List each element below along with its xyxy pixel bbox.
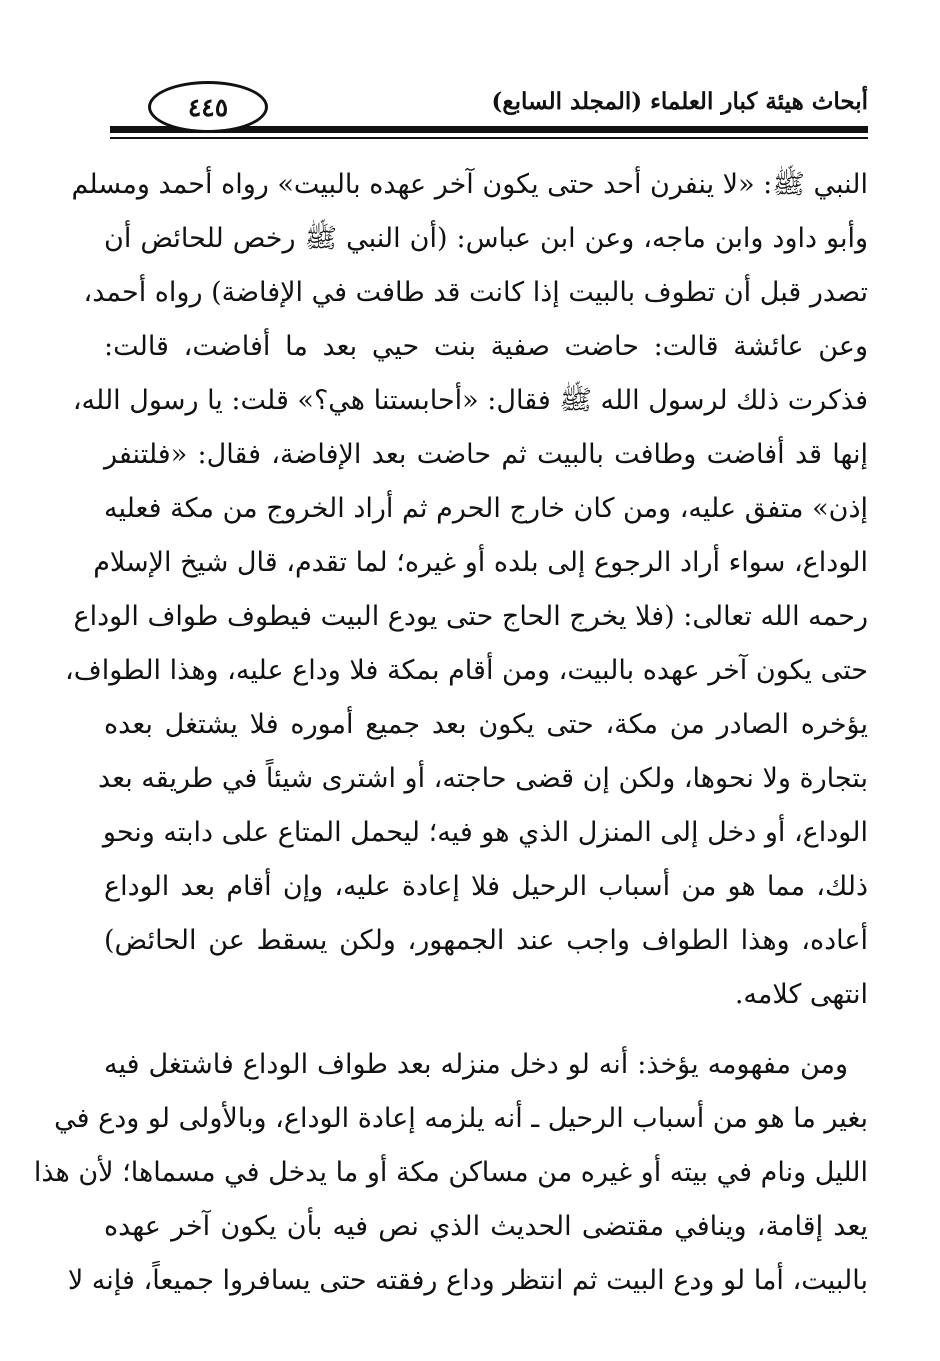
text-line: الليل ونام في بيته أو غيره من مساكن مكة أو ما يدخل في مسماها؛ لأن هذا: [33, 1157, 868, 1188]
text-line: وأبو داود وابن ماجه، وعن ابن عباس: (أن النبي ﷺ رخص للحائض أن: [104, 223, 868, 254]
text-line: يؤخره الصادر من مكة، حتى يكون بعد جميع أموره فلا يشتغل بعده: [104, 709, 868, 740]
text-line: ذلك، مما هو من أسباب الرحيل فلا إعادة عليه، وإن أقام بعد الوداع: [104, 871, 868, 902]
running-head: أبحاث هيئة كبار العلماء (المجلد السابع): [491, 88, 868, 115]
text-line: رحمه الله تعالى: (فلا يخرج الحاج حتى يودع البيت فيطوف طواف الوداع: [73, 601, 868, 632]
header-rule-thin: [110, 137, 868, 139]
text-line: بالبيت، أما لو ودع البيت ثم انتظر وداع رفقته حتى يسافروا جميعاً، فإنه لا: [67, 1265, 868, 1296]
text-line: ومن مفهومه يؤخذ: أنه لو دخل منزله بعد طواف الوداع فاشتغل فيه: [104, 1049, 848, 1080]
text-line: تصدر قبل أن تطوف بالبيت إذا كانت قد طافت في الإفاضة) رواه أحمد،: [83, 277, 868, 308]
text-line: فذكرت ذلك لرسول الله ﷺ فقال: «أحابستنا هي؟» قلت: يا رسول الله،: [72, 385, 868, 416]
paragraph: [33, 1038, 868, 1308]
body-text: [33, 158, 868, 1308]
page-number: ٤٤٥: [148, 81, 268, 133]
paragraph-gap: [104, 1022, 868, 1038]
paragraph: [65, 158, 868, 1022]
text-line: بتجارة ولا نحوها، ولكن إن قضى حاجته، أو اشترى شيئاً في طريقه بعد: [98, 763, 868, 794]
text-line: يعد إقامة، وينافي مقتضى الحديث الذي نص فيه بأن يكون آخر عهده: [104, 1211, 868, 1242]
text-line: انتهى كلامه.: [734, 979, 868, 1010]
text-line: الوداع، سواء أراد الرجوع إلى بلده أو غيره؛ لما تقدم، قال شيخ الإسلام: [93, 547, 868, 578]
text-line: إنها قد أفاضت وطافت بالبيت ثم حاضت بعد الإفاضة، فقال: «فلتنفر: [104, 439, 868, 470]
text-line: أعاده، وهذا الطواف واجب عند الجمهور، ولكن يسقط عن الحائض): [104, 925, 868, 956]
text-line: إذن» متفق عليه، ومن كان خارج الحرم ثم أراد الخروج من مكة فعليه: [104, 493, 868, 524]
text-line: بغير ما هو من أسباب الرحيل ـ أنه يلزمه إعادة الوداع، وبالأولى لو ودع في: [54, 1103, 868, 1134]
page-header: [110, 78, 868, 138]
text-line: الوداع، أو دخل إلى المنزل الذي هو فيه؛ ليحمل المتاع على دابته ونحو: [102, 817, 868, 848]
text-line: وعن عائشة قالت: حاضت صفية بنت حيي بعد ما أفاضت، قالت:: [104, 331, 868, 362]
text-line: حتى يكون آخر عهده بالبيت، ومن أقام بمكة فلا وداع عليه، وهذا الطواف،: [65, 655, 868, 686]
text-line: النبي ﷺ: «لا ينفرن أحد حتى يكون آخر عهده بالبيت» رواه أحمد ومسلم: [71, 169, 868, 200]
